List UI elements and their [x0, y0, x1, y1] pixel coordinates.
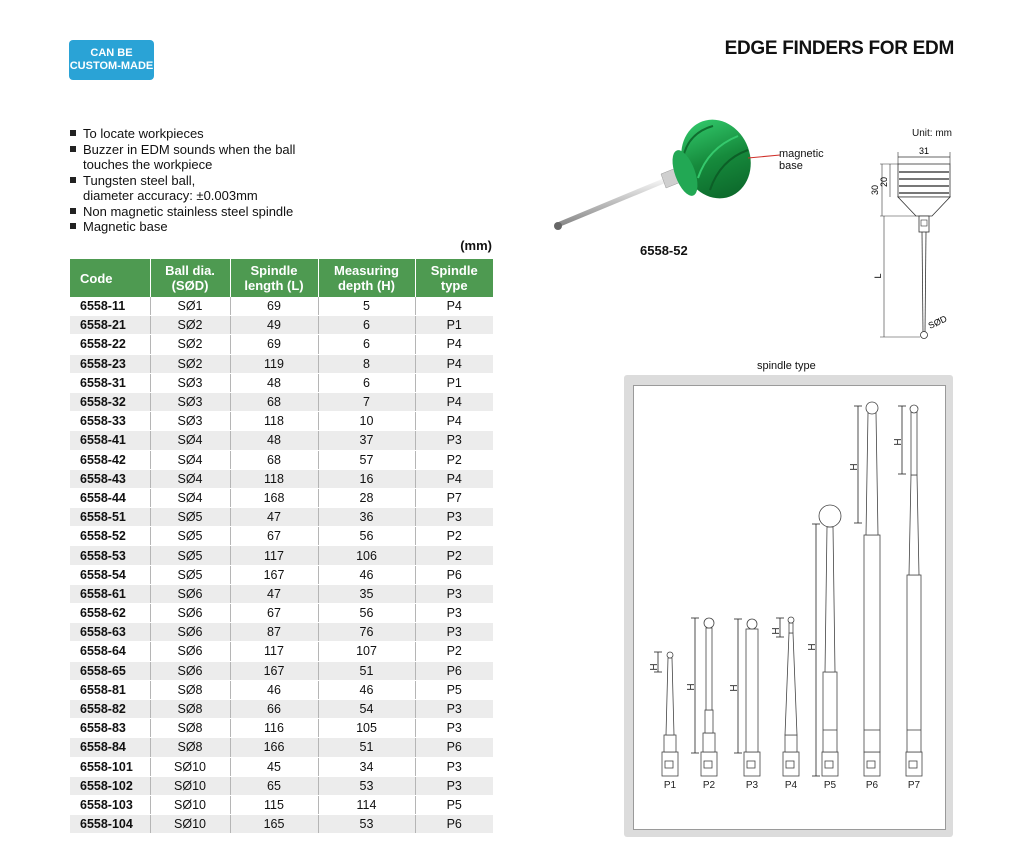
col-header-code: Code [70, 259, 150, 297]
badge-line-2: CUSTOM-MADE [69, 60, 154, 72]
cell-measuring-depth: 7 [318, 392, 415, 411]
cell-measuring-depth: 6 [318, 316, 415, 335]
table-row [70, 604, 493, 623]
table-row [70, 488, 493, 507]
cell-ball-dia: SØ10 [150, 815, 230, 834]
cell-ball-dia: SØ10 [150, 795, 230, 814]
table-row [70, 469, 493, 488]
cell-spindle-length: 69 [230, 335, 318, 354]
cell-measuring-depth: 46 [318, 565, 415, 584]
cell-code: 6558-51 [70, 508, 150, 527]
dim-height2-label: 20 [879, 176, 889, 188]
cell-code: 6558-22 [70, 335, 150, 354]
cell-ball-dia: SØ1 [150, 297, 230, 316]
table-row [70, 450, 493, 469]
spindle-p5 [812, 505, 841, 776]
cell-ball-dia: SØ3 [150, 373, 230, 392]
cell-spindle-type: P3 [415, 757, 493, 776]
cell-spindle-type: P3 [415, 584, 493, 603]
depth-label-p3: H [729, 684, 740, 692]
table-row [70, 316, 493, 335]
cell-spindle-length: 65 [230, 776, 318, 795]
cell-spindle-type: P4 [415, 354, 493, 373]
cell-spindle-length: 117 [230, 642, 318, 661]
depth-label-p6: H [849, 463, 860, 471]
cell-measuring-depth: 16 [318, 469, 415, 488]
cell-spindle-length: 47 [230, 584, 318, 603]
cell-measuring-depth: 51 [318, 738, 415, 757]
dim-length-label: L [873, 273, 883, 279]
cell-spindle-type: P6 [415, 738, 493, 757]
cell-ball-dia: SØ4 [150, 431, 230, 450]
cell-measuring-depth: 36 [318, 508, 415, 527]
cell-measuring-depth: 6 [318, 373, 415, 392]
table-row [70, 738, 493, 757]
cell-measuring-depth: 54 [318, 699, 415, 718]
cell-code: 6558-103 [70, 795, 150, 814]
cell-spindle-type: P3 [415, 431, 493, 450]
cell-spindle-length: 69 [230, 297, 318, 316]
table-row [70, 335, 493, 354]
cell-measuring-depth: 28 [318, 488, 415, 507]
table-row [70, 623, 493, 642]
cell-ball-dia: SØ6 [150, 584, 230, 603]
badge-line-1: CAN BE [90, 47, 133, 59]
cell-code: 6558-63 [70, 623, 150, 642]
cell-code: 6558-61 [70, 584, 150, 603]
table-row [70, 392, 493, 411]
cell-measuring-depth: 53 [318, 776, 415, 795]
dim-height-label: 30 [870, 184, 880, 196]
cell-measuring-depth: 35 [318, 584, 415, 603]
custom-made-badge [69, 40, 154, 80]
spindle-label-p7: P7 [907, 780, 921, 791]
cell-spindle-type: P3 [415, 719, 493, 738]
cell-spindle-length: 119 [230, 354, 318, 373]
table-row [70, 680, 493, 699]
cell-spindle-length: 118 [230, 412, 318, 431]
table-row [70, 297, 493, 316]
cell-spindle-type: P2 [415, 546, 493, 565]
cell-spindle-type: P3 [415, 623, 493, 642]
cell-spindle-length: 66 [230, 699, 318, 718]
cell-ball-dia: SØ8 [150, 699, 230, 718]
table-row [70, 642, 493, 661]
cell-spindle-type: P1 [415, 316, 493, 335]
cell-spindle-type: P3 [415, 699, 493, 718]
feature-item-continuation: diameter accuracy: ±0.003mm [83, 188, 258, 203]
cell-measuring-depth: 34 [318, 757, 415, 776]
cell-ball-dia: SØ3 [150, 392, 230, 411]
cell-ball-dia: SØ2 [150, 335, 230, 354]
spindle-label-p4: P4 [784, 780, 798, 791]
cell-code: 6558-44 [70, 488, 150, 507]
cell-code: 6558-101 [70, 757, 150, 776]
cell-spindle-length: 167 [230, 661, 318, 680]
edge-finder-photo [548, 118, 788, 238]
table-row [70, 508, 493, 527]
table-row [70, 815, 493, 834]
cell-code: 6558-84 [70, 738, 150, 757]
cell-code: 6558-41 [70, 431, 150, 450]
cell-ball-dia: SØ2 [150, 316, 230, 335]
cell-spindle-type: P4 [415, 335, 493, 354]
page-title: EDGE FINDERS FOR EDM [724, 38, 954, 59]
col-header-ball-dia: Ball dia. (SØD) [150, 259, 230, 297]
spindle-label-p6: P6 [865, 780, 879, 791]
table-unit: (mm) [460, 238, 492, 253]
cell-spindle-length: 117 [230, 546, 318, 565]
cell-code: 6558-102 [70, 776, 150, 795]
cell-measuring-depth: 53 [318, 815, 415, 834]
cell-ball-dia: SØ4 [150, 469, 230, 488]
cell-spindle-length: 67 [230, 527, 318, 546]
cell-code: 6558-54 [70, 565, 150, 584]
cell-code: 6558-33 [70, 412, 150, 431]
cell-spindle-type: P6 [415, 661, 493, 680]
cell-ball-dia: SØ10 [150, 776, 230, 795]
table-row [70, 795, 493, 814]
cell-spindle-length: 168 [230, 488, 318, 507]
cell-code: 6558-62 [70, 604, 150, 623]
cell-measuring-depth: 10 [318, 412, 415, 431]
depth-label-p2: H [686, 683, 697, 691]
ball-tip-icon [554, 222, 562, 230]
table-row [70, 527, 493, 546]
spindle-type-drawing [624, 375, 953, 837]
depth-label-p4: H [771, 627, 782, 635]
depth-label-p7: H [893, 438, 904, 446]
table-row [70, 661, 493, 680]
spindle-p4 [776, 617, 799, 776]
cell-measuring-depth: 76 [318, 623, 415, 642]
unit-label: Unit: mm [912, 128, 952, 139]
depth-label-p1: H [649, 663, 660, 671]
cell-spindle-length: 116 [230, 719, 318, 738]
cell-ball-dia: SØ5 [150, 527, 230, 546]
cell-measuring-depth: 46 [318, 680, 415, 699]
magnetic-base-callout: magnetic base [779, 148, 824, 172]
table-row [70, 412, 493, 431]
cell-measuring-depth: 56 [318, 604, 415, 623]
cell-ball-dia: SØ6 [150, 623, 230, 642]
cell-spindle-length: 167 [230, 565, 318, 584]
cell-measuring-depth: 6 [318, 335, 415, 354]
cell-spindle-length: 118 [230, 469, 318, 488]
cell-ball-dia: SØ4 [150, 488, 230, 507]
dimension-drawing [862, 124, 962, 344]
cell-ball-dia: SØ5 [150, 546, 230, 565]
cell-measuring-depth: 107 [318, 642, 415, 661]
cell-measuring-depth: 8 [318, 354, 415, 373]
cell-spindle-type: P4 [415, 392, 493, 411]
cell-measuring-depth: 57 [318, 450, 415, 469]
cell-spindle-type: P1 [415, 373, 493, 392]
cell-measuring-depth: 114 [318, 795, 415, 814]
feature-item: Buzzer in EDM sounds when the ball [68, 142, 295, 158]
cell-code: 6558-52 [70, 527, 150, 546]
cell-code: 6558-23 [70, 354, 150, 373]
cell-spindle-length: 87 [230, 623, 318, 642]
table-row [70, 584, 493, 603]
cell-spindle-type: P2 [415, 450, 493, 469]
cell-ball-dia: SØ8 [150, 680, 230, 699]
col-header-spindle-type: Spindle type [415, 259, 493, 297]
cell-measuring-depth: 106 [318, 546, 415, 565]
cell-ball-dia: SØ2 [150, 354, 230, 373]
cell-spindle-type: P4 [415, 469, 493, 488]
cell-measuring-depth: 51 [318, 661, 415, 680]
cell-spindle-length: 115 [230, 795, 318, 814]
cell-spindle-length: 67 [230, 604, 318, 623]
cell-spindle-length: 165 [230, 815, 318, 834]
cell-ball-dia: SØ6 [150, 604, 230, 623]
cell-measuring-depth: 37 [318, 431, 415, 450]
cell-ball-dia: SØ8 [150, 738, 230, 757]
cell-measuring-depth: 5 [318, 297, 415, 316]
cell-ball-dia: SØ8 [150, 719, 230, 738]
table-header-row [70, 259, 493, 297]
spindle-label-p2: P2 [702, 780, 716, 791]
cell-code: 6558-53 [70, 546, 150, 565]
cell-spindle-type: P5 [415, 795, 493, 814]
cell-ball-dia: SØ10 [150, 757, 230, 776]
cell-measuring-depth: 105 [318, 719, 415, 738]
cell-code: 6558-83 [70, 719, 150, 738]
cell-code: 6558-31 [70, 373, 150, 392]
cell-spindle-type: P2 [415, 527, 493, 546]
depth-label-p5: H [807, 643, 818, 651]
cell-ball-dia: SØ5 [150, 565, 230, 584]
table-row [70, 546, 493, 565]
spindle-label-p3: P3 [745, 780, 759, 791]
table-row [70, 431, 493, 450]
spindle-p3 [734, 619, 760, 776]
cell-spindle-length: 48 [230, 373, 318, 392]
cell-code: 6558-11 [70, 297, 150, 316]
dim-ball-label: SØD [926, 313, 949, 331]
cell-ball-dia: SØ6 [150, 642, 230, 661]
cell-spindle-type: P5 [415, 680, 493, 699]
cell-spindle-length: 68 [230, 392, 318, 411]
cell-code: 6558-81 [70, 680, 150, 699]
cell-code: 6558-82 [70, 699, 150, 718]
cell-ball-dia: SØ5 [150, 508, 230, 527]
spindle-label-p5: P5 [823, 780, 837, 791]
cell-spindle-length: 166 [230, 738, 318, 757]
table-row [70, 354, 493, 373]
spec-table [70, 259, 493, 834]
cell-spindle-length: 48 [230, 431, 318, 450]
spindle-type-title: spindle type [757, 360, 816, 372]
cell-spindle-type: P6 [415, 565, 493, 584]
feature-item: To locate workpieces [68, 126, 295, 142]
cell-spindle-type: P7 [415, 488, 493, 507]
cell-code: 6558-32 [70, 392, 150, 411]
feature-list [68, 126, 295, 235]
cell-spindle-type: P4 [415, 297, 493, 316]
cell-spindle-length: 49 [230, 316, 318, 335]
cell-spindle-length: 46 [230, 680, 318, 699]
feature-item: Non magnetic stainless steel spindle [68, 204, 295, 220]
cell-ball-dia: SØ3 [150, 412, 230, 431]
cell-code: 6558-65 [70, 661, 150, 680]
col-header-measuring-depth: Measuring depth (H) [318, 259, 415, 297]
spindle-p2 [691, 618, 717, 776]
table-row [70, 719, 493, 738]
cell-spindle-length: 47 [230, 508, 318, 527]
cell-spindle-length: 68 [230, 450, 318, 469]
cell-code: 6558-42 [70, 450, 150, 469]
feature-item-continuation: touches the workpiece [83, 157, 213, 172]
cell-spindle-type: P6 [415, 815, 493, 834]
spindle-label-p1: P1 [663, 780, 677, 791]
col-header-spindle-length: Spindle length (L) [230, 259, 318, 297]
dim-width-label: 31 [918, 146, 930, 156]
photo-model-label: 6558-52 [640, 243, 688, 258]
spindle-p7 [898, 405, 922, 776]
table-row [70, 373, 493, 392]
cell-code: 6558-43 [70, 469, 150, 488]
table-row [70, 699, 493, 718]
table-row [70, 565, 493, 584]
cell-spindle-type: P2 [415, 642, 493, 661]
cell-code: 6558-104 [70, 815, 150, 834]
feature-item: Magnetic base [68, 219, 295, 235]
cell-spindle-type: P4 [415, 412, 493, 431]
table-row [70, 776, 493, 795]
cell-measuring-depth: 56 [318, 527, 415, 546]
cell-spindle-type: P3 [415, 776, 493, 795]
cell-code: 6558-21 [70, 316, 150, 335]
cell-spindle-type: P3 [415, 508, 493, 527]
spindle-p6 [854, 402, 880, 776]
feature-item: Tungsten steel ball, [68, 173, 295, 189]
cell-ball-dia: SØ4 [150, 450, 230, 469]
cell-spindle-length: 45 [230, 757, 318, 776]
table-row [70, 757, 493, 776]
cell-ball-dia: SØ6 [150, 661, 230, 680]
cell-spindle-type: P3 [415, 604, 493, 623]
cell-code: 6558-64 [70, 642, 150, 661]
